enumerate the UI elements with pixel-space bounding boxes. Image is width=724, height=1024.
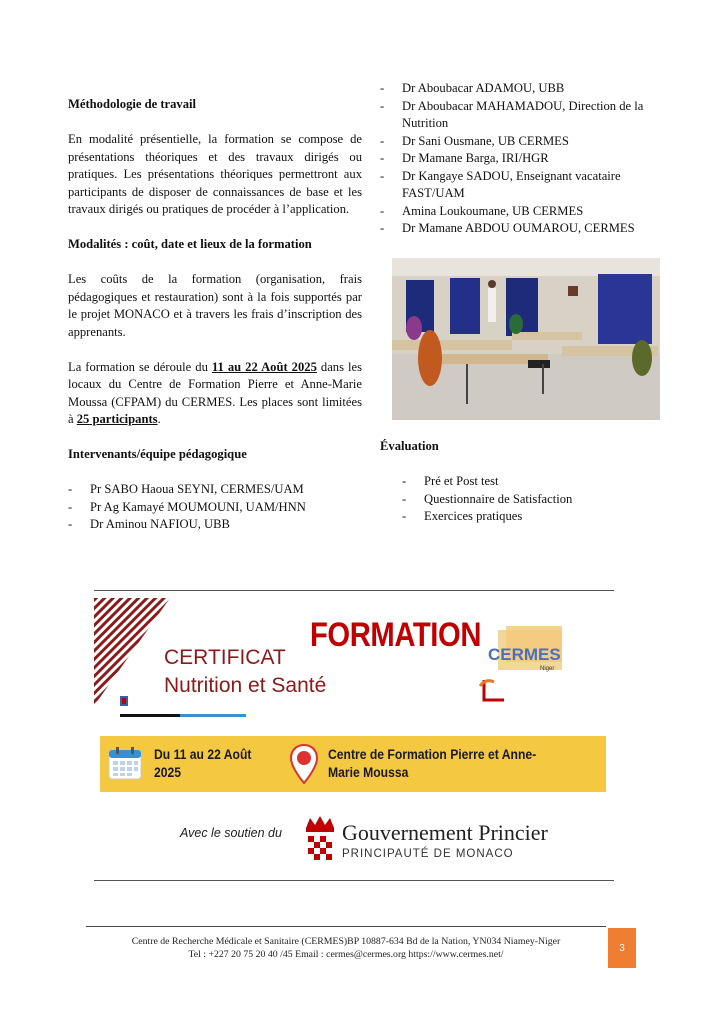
schedule-text-b: dans les locaux du Centre de Formation Pierre et Anne-Marie Moussa (CFPAM) du CERMES. Les places sont limitées à xyxy=(68,359,362,426)
list-item: - Dr Sani Ousmane, UB CERMES xyxy=(380,133,665,151)
list-item: - Dr Aminou NAFIOU, UBB xyxy=(68,516,362,534)
list-item: - Dr Kangaye SADOU, Enseignant vacataire FAST/UAM xyxy=(380,168,665,203)
date-line-2: 2025 xyxy=(154,765,182,780)
methodology-heading: Méthodologie de travail xyxy=(68,97,197,111)
list-item: - Exercices pratiques xyxy=(402,508,665,526)
classroom-photo-illustration xyxy=(392,258,660,420)
cermes-logo xyxy=(476,626,566,704)
banner-top-rule xyxy=(94,590,614,591)
schedule-text-a: La formation se déroule du xyxy=(68,359,212,374)
banner-subtitle: Nutrition et Santé xyxy=(164,674,327,697)
calendar-icon xyxy=(108,746,142,780)
page-number: 3 xyxy=(608,928,636,968)
evaluation-section xyxy=(380,438,665,526)
accent-bar-black xyxy=(120,714,180,717)
costs-text: Les coûts de la formation (organisation, frais pédagogiques et restauration) sont à la fois supportés par le projet MONACO et à travers les frais d’inscription des apprenants. xyxy=(68,272,362,339)
info-strip xyxy=(100,736,606,792)
speakers-list-continued xyxy=(380,80,665,238)
list-item: - Questionnaire de Satisfaction xyxy=(402,491,665,509)
location-pin-icon xyxy=(290,744,318,784)
participants-limit: 25 participants xyxy=(76,412,158,426)
methodology-text: En modalité présentielle, la formation se compose de présentations théoriques et des travaux dirigés ou pratiques. Les présentations théoriques permettront aux participants de disposer de connaissances de base et les travaux dirigés ou pratiques de procéder à l’application. xyxy=(68,132,362,216)
footer xyxy=(86,936,606,961)
support-text: Avec le soutien du xyxy=(180,826,282,840)
list-item: - Pr SABO Haoua SEYNI, CERMES/UAM xyxy=(68,481,362,499)
list-item: - Pré et Post test xyxy=(402,473,665,491)
speakers-heading: Intervenants/équipe pédagogique xyxy=(68,447,247,461)
banner-bottom-rule xyxy=(94,880,614,881)
banner-certificat: CERTIFICAT xyxy=(164,646,286,669)
striped-decoration xyxy=(94,598,170,706)
classroom-photo xyxy=(392,258,660,420)
cermes-logo-text: CERMES xyxy=(488,645,561,664)
list-item: - Dr Aboubacar ADAMOU, UBB xyxy=(380,80,665,98)
right-column xyxy=(380,80,665,238)
evaluation-list xyxy=(380,473,665,526)
evaluation-heading: Évaluation xyxy=(380,439,439,453)
schedule-text xyxy=(68,359,362,429)
monaco-crown-crest-icon xyxy=(302,814,338,868)
location-info xyxy=(328,746,536,782)
footer-rule xyxy=(86,926,606,927)
location-line-1: Centre de Formation Pierre et Anne- xyxy=(328,747,537,762)
footer-address: Centre de Recherche Médicale et Sanitaire (CERMES)BP 10887-634 Bd de la Nation, YN034 Niamey-Niger xyxy=(131,936,561,947)
banner-formation-title: FORMATION xyxy=(310,616,482,654)
list-item: - Dr Mamane Barga, IRI/HGR xyxy=(380,150,665,168)
government-name: Gouvernement Princier xyxy=(342,820,548,845)
list-item: - Amina Loukoumane, UB CERMES xyxy=(380,203,665,221)
speakers-list xyxy=(68,481,362,534)
footer-contact: Tel : +227 20 75 20 40 /45 Email : cermes@cermes.org https://www.cermes.net/ xyxy=(188,948,504,960)
modalities-heading: Modalités : coût, date et lieux de la formation xyxy=(68,237,312,251)
government-subtitle: PRINCIPAUTÉ DE MONACO xyxy=(342,848,514,860)
cermes-logo-sub: Niger xyxy=(540,666,555,672)
list-item: - Dr Mamane ABDOU OUMAROU, CERMES xyxy=(380,220,665,238)
date-line-1: Du 11 au 22 Août xyxy=(154,747,252,762)
training-banner xyxy=(84,582,636,884)
left-column xyxy=(68,96,362,534)
schedule-text-c: . xyxy=(157,412,161,426)
list-item: - Dr Aboubacar MAHAMADOU, Direction de la Nutrition xyxy=(380,98,665,133)
location-line-2: Marie Moussa xyxy=(328,765,409,780)
training-dates: 11 au 22 Août 2025 xyxy=(211,359,317,374)
list-item: - Pr Ag Kamayé MOUMOUNI, UAM/HNN xyxy=(68,499,362,517)
date-info xyxy=(154,746,251,782)
